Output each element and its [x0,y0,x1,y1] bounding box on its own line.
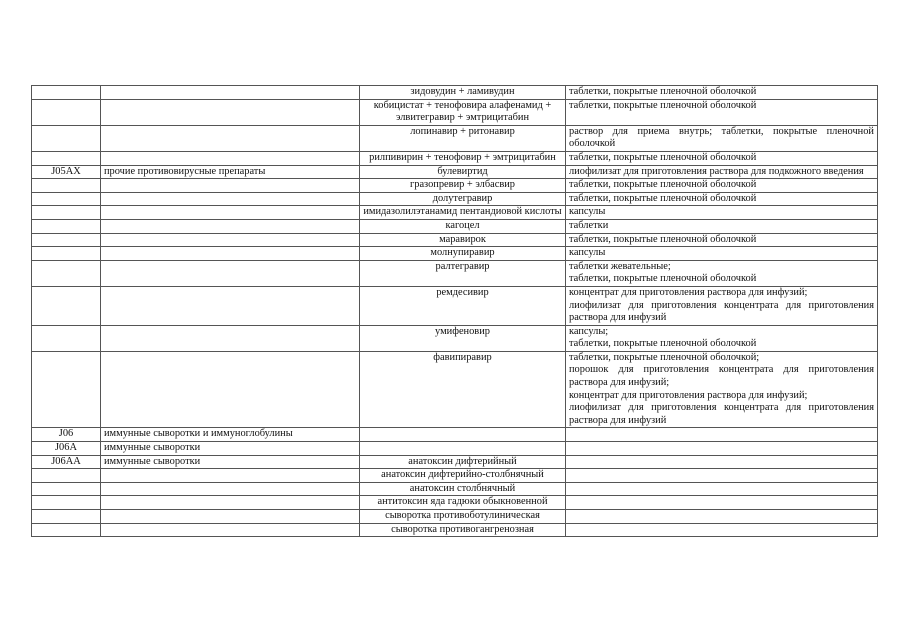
table-row [32,428,878,442]
group-name-cell: прочие противовирусные препараты [101,165,360,179]
table-row [32,192,878,206]
atc-code-cell [32,523,101,537]
dosage-form-line: таблетки, покрытые пленочной оболочкой [569,99,757,111]
table-row [32,247,878,261]
dosage-form-cell [566,325,878,351]
drug-name-cell: рилпивирин + тенофовир + эмтрицитабин [360,151,566,165]
dosage-form-cell [566,179,878,193]
atc-code-cell [32,351,101,428]
dosage-form-line: лиофилизат для приготовления концентрата для приготовления раствора для инфузий [569,402,874,426]
dosage-form-line: лиофилизат для приготовления раствора для подкожного введения [569,165,864,177]
dosage-form-cell [566,99,878,125]
drug-name-cell: ралтегравир [360,260,566,286]
dosage-form-line: таблетки, покрытые пленочной оболочкой [569,233,757,245]
drug-name-cell: долутегравир [360,192,566,206]
drug-name-cell: кобицистат + тенофовира алафенамид + элвитегравир + эмтрицитабин [360,99,566,125]
atc-code-cell [32,192,101,206]
group-name-cell [101,219,360,233]
group-name-cell [101,286,360,325]
atc-code-cell [32,325,101,351]
drug-name-cell: имидазолилэтанамид пентандиовой кислоты [360,206,566,220]
table-row [32,496,878,510]
atc-code-cell [32,260,101,286]
atc-code-cell [32,286,101,325]
atc-code-cell [32,86,101,100]
table-row [32,151,878,165]
drug-name-cell: умифеновир [360,325,566,351]
dosage-form-cell [566,86,878,100]
dosage-form-line: таблетки, покрытые пленочной оболочкой [569,338,757,350]
drug-name-cell: фавипиравир [360,351,566,428]
dosage-form-cell [566,260,878,286]
dosage-form-line: таблетки, покрытые пленочной оболочкой [569,192,757,204]
dosage-form-line: концентрат для приготовления раствора для инфузий; [569,389,808,401]
atc-code-cell [32,125,101,151]
table-row [32,482,878,496]
dosage-form-cell [566,165,878,179]
drug-name-cell: сыворотка противоботулиническая [360,510,566,524]
drug-name-cell: молнупиравир [360,247,566,261]
group-name-cell: иммунные сыворотки [101,442,360,456]
group-name-cell [101,351,360,428]
table-row [32,99,878,125]
dosage-form-cell [566,428,878,442]
table-row [32,206,878,220]
table-row [32,510,878,524]
dosage-form-cell [566,442,878,456]
dosage-form-cell [566,233,878,247]
dosage-form-line: таблетки жевательные; [569,260,671,272]
table-row [32,165,878,179]
drug-name-cell: анатоксин столбнячный [360,482,566,496]
drug-name-cell: булевиртид [360,165,566,179]
drug-name-cell: сыворотка противогангренозная [360,523,566,537]
drug-name-cell: зидовудин + ламивудин [360,86,566,100]
dosage-form-cell [566,482,878,496]
dosage-form-cell [566,523,878,537]
group-name-cell [101,99,360,125]
dosage-form-line: лиофилизат для приготовления концентрата для приготовления раствора для инфузий [569,299,874,324]
group-name-cell [101,247,360,261]
dosage-form-cell [566,496,878,510]
atc-code-cell [32,510,101,524]
group-name-cell [101,325,360,351]
atc-code-cell: J05AX [32,165,101,179]
group-name-cell [101,206,360,220]
dosage-form-cell [566,247,878,261]
atc-code-cell [32,151,101,165]
dosage-form-line: таблетки, покрытые пленочной оболочкой [569,151,757,163]
atc-code-cell [32,99,101,125]
atc-code-cell [32,247,101,261]
drug-list-table [31,85,878,537]
dosage-form-line: капсулы [569,206,606,218]
dosage-form-line: капсулы [569,247,606,259]
dosage-form-cell [566,286,878,325]
group-name-cell [101,233,360,247]
table-row [32,325,878,351]
drug-name-cell: анатоксин дифтерийный [360,455,566,469]
atc-code-cell [32,482,101,496]
group-name-cell: иммунные сыворотки и иммуноглобулины [101,428,360,442]
table-row [32,286,878,325]
table-row [32,442,878,456]
atc-code-cell [32,469,101,483]
table-body [32,86,878,537]
drug-name-cell: антитоксин яда гадюки обыкновенной [360,496,566,510]
table-row [32,219,878,233]
atc-code-cell [32,219,101,233]
drug-name-cell [360,428,566,442]
dosage-form-line: таблетки, покрытые пленочной оболочкой; [569,351,760,363]
group-name-cell [101,125,360,151]
dosage-form-cell [566,151,878,165]
group-name-cell [101,86,360,100]
group-name-cell [101,510,360,524]
table-row [32,455,878,469]
atc-code-cell: J06AA [32,455,101,469]
group-name-cell [101,523,360,537]
group-name-cell [101,151,360,165]
group-name-cell: иммунные сыворотки [101,455,360,469]
drug-name-cell: анатоксин дифтерийно-столбнячный [360,469,566,483]
dosage-form-line: таблетки [569,219,609,231]
dosage-form-line: раствор для приема внутрь; таблетки, покрытые пленочной оболочкой [569,125,874,150]
table-row [32,86,878,100]
table-row [32,469,878,483]
group-name-cell [101,260,360,286]
table-row [32,179,878,193]
atc-code-cell: J06A [32,442,101,456]
dosage-form-line: таблетки, покрытые пленочной оболочкой [569,179,757,191]
atc-code-cell [32,206,101,220]
dosage-form-cell [566,192,878,206]
dosage-form-line: концентрат для приготовления раствора для инфузий; [569,286,808,298]
dosage-form-cell [566,455,878,469]
dosage-form-cell [566,219,878,233]
table-row [32,351,878,428]
group-name-cell [101,179,360,193]
dosage-form-cell [566,206,878,220]
dosage-form-cell [566,351,878,428]
table-row [32,233,878,247]
dosage-form-cell [566,510,878,524]
dosage-form-line: таблетки, покрытые пленочной оболочкой [569,273,757,285]
drug-name-cell [360,442,566,456]
drug-name-cell: гразопревир + элбасвир [360,179,566,193]
dosage-form-cell [566,125,878,151]
atc-code-cell: J06 [32,428,101,442]
atc-code-cell [32,496,101,510]
dosage-form-line: порошок для приготовления концентрата для приготовления раствора для инфузий; [569,364,874,389]
group-name-cell [101,192,360,206]
drug-name-cell: лопинавир + ритонавир [360,125,566,151]
group-name-cell [101,482,360,496]
group-name-cell [101,496,360,510]
dosage-form-cell [566,469,878,483]
table-row [32,260,878,286]
dosage-form-line: таблетки, покрытые пленочной оболочкой [569,86,757,97]
drug-name-cell: кагоцел [360,219,566,233]
drug-name-cell: ремдесивир [360,286,566,325]
table-row [32,125,878,151]
dosage-form-line: капсулы; [569,325,609,337]
atc-code-cell [32,233,101,247]
group-name-cell [101,469,360,483]
drug-name-cell: маравирок [360,233,566,247]
table-row [32,523,878,537]
atc-code-cell [32,179,101,193]
